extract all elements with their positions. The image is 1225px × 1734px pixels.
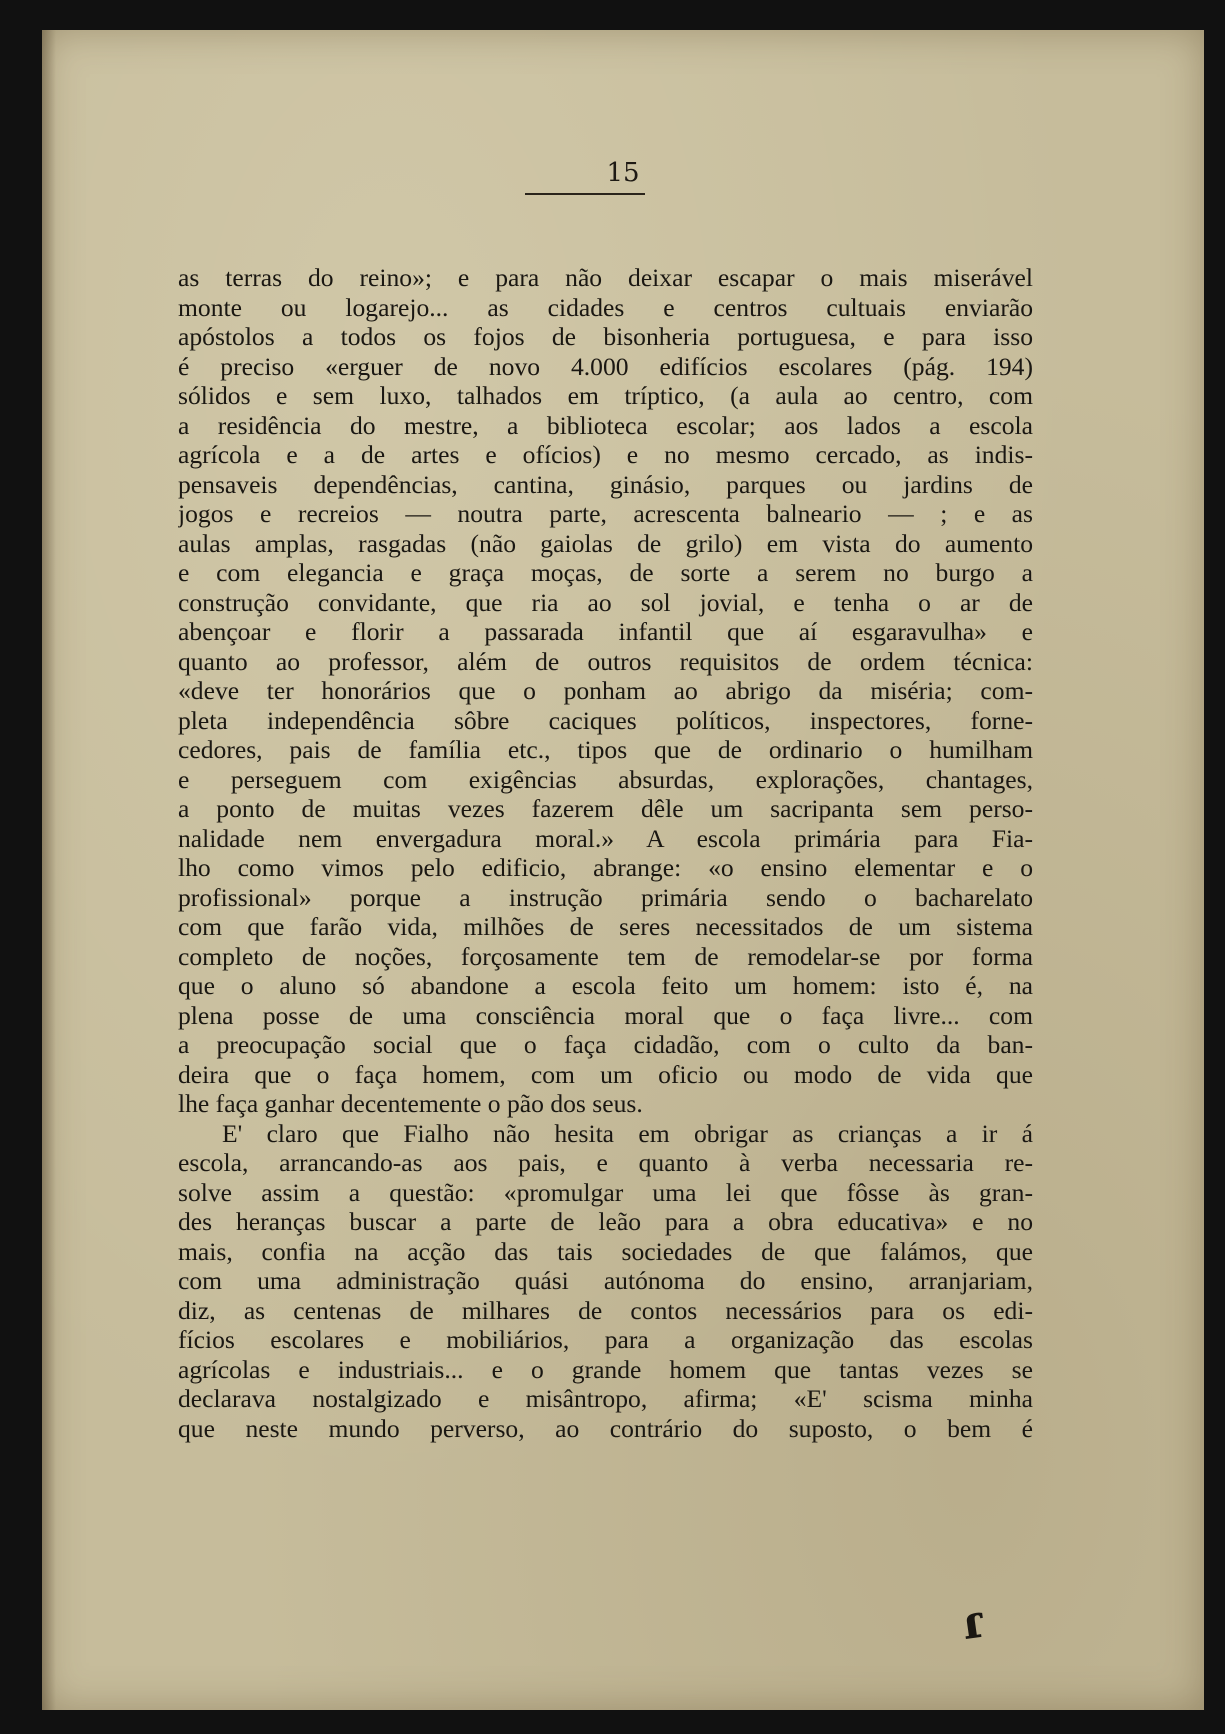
text-line: deira que o faça homem, com um oficio ou modo de vida que (178, 1059, 1033, 1089)
text-line: aulas amplas, rasgadas (não gaiolas de grilo) em vista do aumento (178, 528, 1033, 558)
text-line: plena posse de uma consciência moral que o faça livre... com (178, 1000, 1033, 1030)
text-line: solve assim a questão: «promulgar uma lei que fôsse às gran- (178, 1177, 1033, 1207)
text-line: lhe faça ganhar decentemente o pão dos seus. (178, 1089, 643, 1118)
text-line: jogos e recreios — noutra parte, acrescenta balneario — ; e as (178, 499, 1033, 528)
text-line: a ponto de muitas vezes fazerem dêle um sacripanta sem perso- (178, 794, 1033, 823)
text-line: e perseguem com exigências absurdas, explorações, chantages, (178, 764, 1033, 794)
text-line: a preocupação social que o faça cidadão, com o culto da ban- (178, 1030, 1033, 1059)
text-line: construção convidante, que ria ao sol jovial, e tenha o ar de (178, 587, 1033, 617)
handwritten-ink-mark: ɾ (958, 1593, 987, 1651)
text-line: lho como vimos pelo edificio, abrange: «o ensino elementar e o (178, 853, 1033, 882)
text-line: diz, as centenas de milhares de contos necessários para os edi- (178, 1295, 1033, 1325)
text-line: abençoar e florir a passarada infantil que aí esgaravulha» e (178, 617, 1033, 646)
text-line: agrícola e a de artes e ofícios) e no mesmo cercado, as indis- (178, 440, 1033, 469)
text-line: as terras do reino»; e para não deixar escapar o mais miserável (178, 263, 1033, 292)
page-number: 15 (606, 158, 640, 188)
text-line: des heranças buscar a parte de leão para a obra educativa» e no (178, 1207, 1033, 1236)
text-line: pleta independência sôbre caciques políticos, inspectores, forne- (178, 705, 1033, 735)
text-line: «deve ter honorários que o ponham ao abrigo da miséria; com- (178, 676, 1033, 705)
text-line: e com elegancia e graça moças, de sorte a serem no burgo a (178, 558, 1033, 587)
text-line: profissional» porque a instrução primária sendo o bacharelato (178, 882, 1033, 912)
text-line: completo de noções, forçosamente tem de remodelar-se por forma (178, 941, 1033, 971)
page-number-rule (525, 193, 645, 195)
text-line: que o aluno só abandone a escola feito um homem: isto é, na (178, 971, 1033, 1000)
text-line: com uma administração quási autónoma do ensino, arranjariam, (178, 1266, 1033, 1295)
text-line: com que farão vida, milhões de seres necessitados de um sistema (178, 912, 1033, 941)
text-line: a residência do mestre, a biblioteca escolar; aos lados a escola (178, 410, 1033, 440)
text-line: sólidos e sem luxo, talhados em tríptico, (a aula ao centro, com (178, 381, 1033, 410)
book-page (42, 30, 1204, 1710)
text-line: declarava nostalgizado e misântropo, afirma; «E' scisma minha (178, 1384, 1033, 1413)
text-line: nalidade nem envergadura moral.» A escola primária para Fia- (178, 823, 1033, 853)
text-line: que neste mundo perverso, ao contrário do suposto, o bem é (178, 1413, 1033, 1443)
text-line: cedores, pais de família etc., tipos que de ordinario o humilham (178, 735, 1033, 764)
text-line: apóstolos a todos os fojos de bisonheria portuguesa, e para isso (178, 322, 1033, 351)
text-line: monte ou logarejo... as cidades e centros cultuais enviarão (178, 292, 1033, 322)
text-line: escola, arrancando-as aos pais, e quanto à verba necessaria re- (178, 1148, 1033, 1177)
text-line: mais, confia na acção das tais sociedades de que falámos, que (178, 1236, 1033, 1266)
page-binding-shadow (42, 30, 56, 1710)
text-line: quanto ao professor, além de outros requisitos de ordem técnica: (178, 646, 1033, 676)
text-line: fícios escolares e mobiliários, para a organização das escolas (178, 1325, 1033, 1354)
text-line: pensaveis dependências, cantina, ginásio, parques ou jardins de (178, 469, 1033, 499)
text-line: E' claro que Fialho não hesita em obrigar as crianças a ir á (222, 1118, 1033, 1148)
body-text (178, 263, 1033, 1443)
text-line: agrícolas e industriais... e o grande homem que tantas vezes se (178, 1354, 1033, 1384)
text-line: é preciso «erguer de novo 4.000 edifícios escolares (pág. 194) (178, 351, 1033, 381)
